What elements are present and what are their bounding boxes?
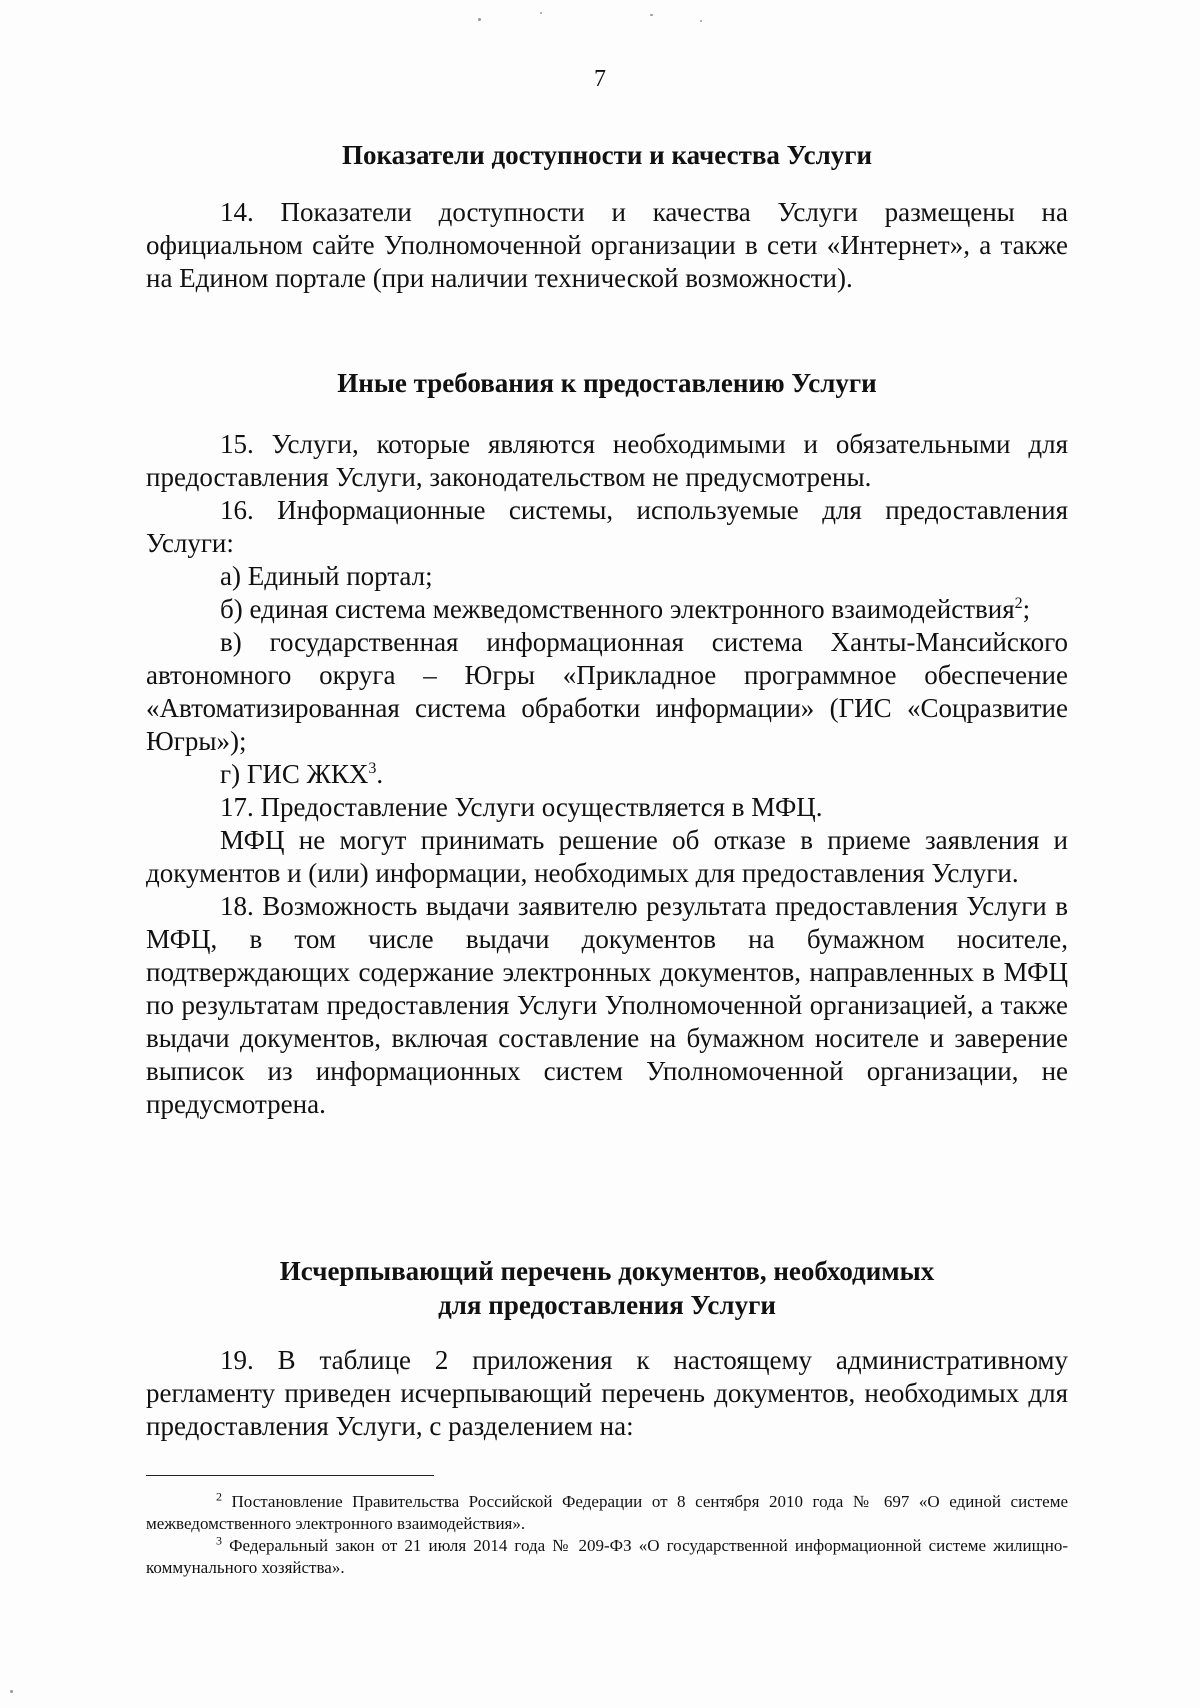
- list-item-v: в) государственная информационная система Ханты-Мансийского автономного округа – Югры «Прикладное программное обеспечение «Автоматизированная система обработки информации» (ГИС «Соцразвитие Югры»);: [146, 627, 1068, 756]
- paragraph-16: 16. Информационные системы, используемые для предоставления Услуги:: [146, 495, 1068, 558]
- footnote-2-text: Постановление Правительства Российской Федерации от 8 сентября 2010 года № 697 «О единой системе межведомственного электронного взаимодействия».: [146, 1492, 1068, 1533]
- list-item-g-text: г) ГИС ЖКХ: [220, 759, 369, 789]
- scan-speck: [540, 12, 542, 14]
- paragraph-18: 18. Возможность выдачи заявителю результата предоставления Услуги в МФЦ, в том числе выдачи документов на бумажном носителе, подтверждающих содержание электронных документов, направленных в МФЦ по результатам предоставления Услуги Уполномоченной организацией, а также выдачи документов, включая составление на бумажном носителе и заверение выписок из информационных систем Уполномоченной организации, не предусмотрена.: [146, 891, 1068, 1119]
- section-documents-list-body: [146, 1344, 1068, 1443]
- list-item-b-suffix: ;: [1022, 594, 1031, 624]
- list-item-g-suffix: .: [376, 759, 384, 789]
- paragraph-14: 14. Показатели доступности и качества Услуги размещены на официальном сайте Уполномоченной организации в сети «Интернет», а также на Едином портале (при наличии технической возможности).: [146, 197, 1068, 293]
- paragraph-19: 19. В таблице 2 приложения к настоящему административному регламенту приведен исчерпывающий перечень документов, необходимых для предоставления Услуги, с разделением на:: [146, 1345, 1068, 1441]
- scan-speck: [650, 14, 653, 16]
- section-accessibility-body: [146, 196, 1068, 295]
- footnote-ref-2[interactable]: 2: [1014, 595, 1023, 612]
- section-heading-line-1: Исчерпывающий перечень документов, необходимых: [279, 1256, 935, 1286]
- list-item-b-text: б) единая система межведомственного электронного взаимодействия: [220, 594, 1015, 624]
- list-item-b: [146, 593, 1068, 626]
- scan-speck: [10, 1690, 13, 1693]
- footnote-3-text: Федеральный закон от 21 июля 2014 года № 209-ФЗ «О государственной информационной системе жилищно-коммунального хозяйства».: [146, 1536, 1068, 1577]
- section-other-requirements: [146, 366, 1068, 400]
- scan-speck: [478, 18, 481, 21]
- list-item-g: [146, 758, 1068, 791]
- paragraph-17-mfc: МФЦ не могут принимать решение об отказе в приеме заявления и документов и (или) информации, необходимых для предоставления Услуги.: [146, 825, 1068, 888]
- footnote-mark-3: 3: [216, 1533, 222, 1548]
- section-heading: Показатели доступности и качества Услуги: [341, 140, 873, 170]
- footnotes: [146, 1491, 1068, 1579]
- section-heading-line-2: для предоставления Услуги: [438, 1290, 776, 1320]
- footnote-mark-2: 2: [216, 1489, 222, 1504]
- list-item-a: а) Единый портал;: [220, 561, 433, 591]
- section-other-requirements-body: [146, 428, 1068, 1121]
- footnote-separator: [146, 1475, 434, 1476]
- paragraph-17: 17. Предоставление Услуги осуществляется в МФЦ.: [220, 792, 823, 822]
- section-heading: Иные требования к предоставлению Услуги: [337, 368, 877, 398]
- section-accessibility: [146, 138, 1068, 172]
- section-documents-list: [146, 1254, 1068, 1322]
- footnote-3: [146, 1535, 1068, 1579]
- scan-speck: [700, 20, 702, 22]
- page-number: 7: [594, 66, 606, 92]
- footnote-ref-3[interactable]: 3: [368, 760, 377, 777]
- paragraph-15: 15. Услуги, которые являются необходимыми и обязательными для предоставления Услуги, законодательством не предусмотрены.: [146, 429, 1068, 492]
- footnote-2: [146, 1491, 1068, 1535]
